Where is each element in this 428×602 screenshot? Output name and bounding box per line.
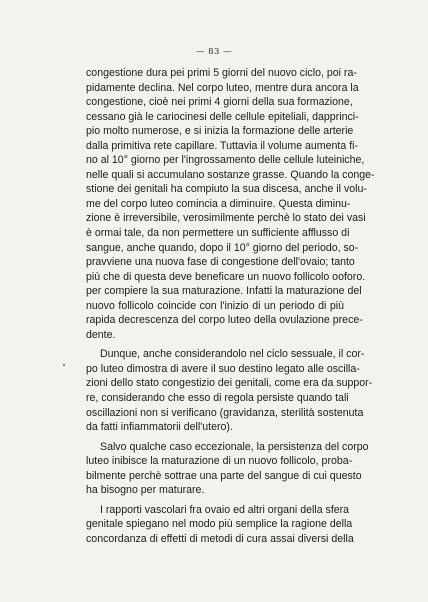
- text-line: Salvo qualche caso eccezionale, la persistenza del corpo: [100, 440, 369, 453]
- text-line: pio molto numerose, e si inizia la formazione delle arterie: [86, 125, 354, 138]
- text-line: Dunque, anche considerandolo nel ciclo sessuale, il cor-: [100, 348, 365, 361]
- text-line: no al 10° giorno per l'ingrossamento delle cellule luteiniche,: [86, 154, 365, 167]
- page-number: — 83 —: [195, 47, 233, 57]
- text-line: è ormai tale, da non permettere un sufficiente afflusso di: [86, 227, 350, 240]
- text-line: genitale spiegano nel modo più semplice la ragione della: [86, 518, 353, 531]
- body-text: [86, 66, 375, 547]
- text-line: luteo inibisce la maturazione di un nuovo follicolo, proba-: [86, 455, 353, 468]
- text-line: più che di questa deve beneficare un nuovo follicolo ooforo.: [86, 270, 366, 283]
- text-line: pravviene una nuova fase di congestione dell'ovaio; tanto: [86, 256, 355, 269]
- text-line: ha bisogno per maturare.: [86, 484, 205, 497]
- text-line: dalla primitiva rete capillare. Tuttavia il volume aumenta fi-: [86, 139, 359, 152]
- text-line: da fatti infiammatorii dell'utero).: [86, 421, 233, 434]
- text-line: rapida decrescenza del corpo luteo della ovulazione prece-: [86, 314, 363, 327]
- text-line: bilmente perchè sottrae una parte del sangue di cui questo: [86, 469, 362, 482]
- text-line: concordanza di effetti di metodi di cura assai diversi della: [86, 532, 354, 545]
- paragraph: [86, 440, 369, 498]
- text-line: re, considerando che esso di regola persiste quando tali: [86, 392, 349, 405]
- margin-mark: [63, 364, 65, 366]
- text-line: nelle quali si accumulano sostanze grasse. Quando la conge-: [86, 168, 375, 181]
- text-line: cessano già le cariocinesi delle cellule epiteliali, dapprinci-: [86, 110, 359, 123]
- text-line: I rapporti vascolari fra ovaio ed altri organi della sfera: [100, 503, 350, 516]
- text-line: zioni dello stato congestizio dei genitali, come era da suppor-: [86, 377, 373, 390]
- text-line: pidamente declina. Nel corpo luteo, mentre dura ancora la: [86, 81, 359, 94]
- text-line: stione dei genitali ha compiuto la sua discesa, anche il volu-: [86, 183, 367, 196]
- text-line: po luteo dimostra di avere il suo destino legato alle oscilla-: [86, 362, 360, 375]
- paragraph: [86, 503, 354, 547]
- paragraph: [86, 66, 375, 342]
- text-line: congestione, cioè nei primi 4 giorni della sua formazione,: [86, 96, 353, 109]
- text-line: sangue, anche quando, dopo il 10° giorno del periodo, so-: [86, 241, 359, 254]
- text-line: nuovo follicolo coincide con l'inizio di un periodo di più: [86, 299, 344, 312]
- text-line: per compiere la sua maturazione. Infatti la maturazione del: [86, 285, 362, 298]
- text-line: oscillazioni non si verificano (gravidanza, sterilità sostenuta: [86, 406, 364, 419]
- paragraph: [86, 347, 373, 434]
- text-line: zione è irreversibile, verosimilmente perchè lo stato dei vasi: [86, 212, 366, 225]
- text-line: congestione dura pei primi 5 giorni del nuovo ciclo, poi ra-: [86, 67, 357, 79]
- text-line: dente.: [86, 328, 116, 341]
- text-line: me del corpo luteo comincia a diminuire. Questa diminu-: [86, 197, 351, 210]
